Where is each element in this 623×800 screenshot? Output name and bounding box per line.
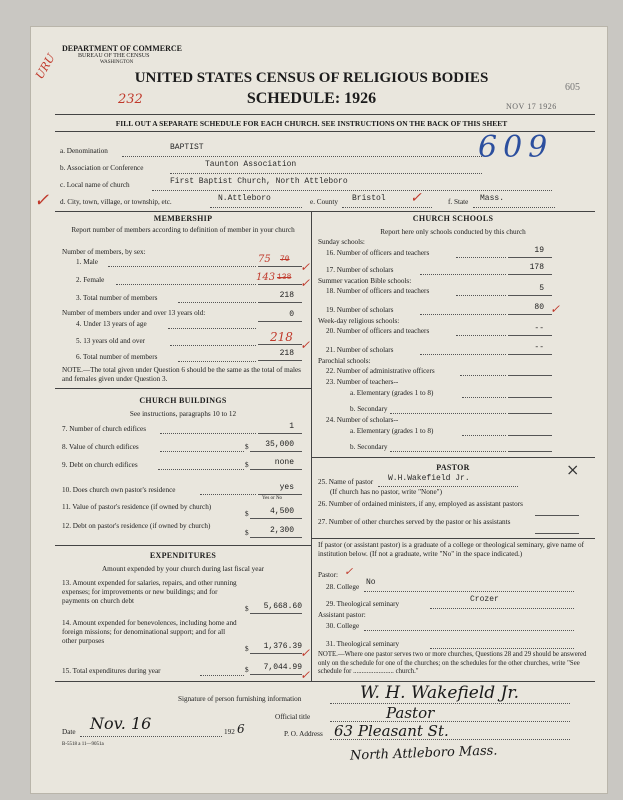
county-label: e. County	[310, 198, 338, 206]
q22-label: 22. Number of administrative officers	[326, 367, 435, 375]
year-prefix: 192	[224, 728, 235, 736]
q21-label: 21. Number of scholars	[326, 346, 394, 354]
q25-note: (If church has no pastor, write "None")	[330, 488, 442, 496]
city-name: WASHINGTON	[100, 60, 134, 65]
pastor-title: PASTOR	[436, 463, 470, 472]
yes-no-hint: Yes or No	[262, 496, 283, 501]
official-title-value: Pastor	[386, 704, 435, 722]
local-name-value: First Baptist Church, North Attleboro	[170, 177, 348, 186]
q11-dollar: $	[245, 510, 249, 518]
date-label: Date	[62, 728, 76, 736]
q24a-label: a. Elementary (grades 1 to 8)	[350, 427, 434, 435]
q30-label: 30. College	[326, 622, 360, 630]
membership-intro: Report number of members according to definition of member in your church	[71, 226, 295, 234]
form-title: UNITED STATES CENSUS OF RELIGIOUS BODIES	[134, 70, 489, 86]
schools-intro: Report here only schools conducted by this church	[380, 228, 526, 236]
q15-value: 7,044.99	[263, 663, 302, 672]
q20-value: --	[534, 324, 544, 333]
q13-value: 5,668.60	[263, 602, 302, 611]
blue-number: 609	[478, 130, 554, 165]
q11-value: 4,500	[269, 507, 294, 516]
q12-label: 12. Debt on pastor's residence (if owned by church)	[62, 522, 211, 530]
q6-label: 6. Total number of members	[76, 353, 158, 361]
q15-dollar: $	[245, 666, 249, 674]
q16-label: 16. Number of officers and teachers	[326, 249, 430, 257]
weekday-label: Week-day religious schools:	[318, 317, 400, 325]
parochial-label: Parochial schools:	[318, 357, 371, 365]
q13-dollar: $	[245, 605, 249, 613]
signature-label: Signature of person furnishing information	[178, 695, 302, 703]
q9-value: none	[274, 458, 294, 467]
q23b-label: b. Secondary	[350, 405, 388, 413]
q2-crossed: 138	[277, 273, 292, 282]
sunday-label: Sunday schools:	[318, 238, 365, 246]
red-tick-county: ✓	[410, 190, 422, 206]
dept-name: DEPARTMENT OF COMMERCE	[62, 44, 183, 53]
q4-label: 4. Under 13 years of age	[76, 320, 147, 328]
q27-label: 27. Number of other churches served by the pastor or his assistants	[318, 518, 511, 526]
q14-dollar: $	[245, 645, 249, 653]
red-tick-q19: ✓	[550, 302, 561, 316]
q3-value: 218	[279, 291, 294, 300]
instructions: FILL OUT A SEPARATE SCHEDULE FOR EACH CHURCH. SEE INSTRUCTIONS ON THE BACK OF THIS SHEET	[115, 119, 508, 128]
q12-dollar: $	[245, 529, 249, 537]
q13-label: 13. Amount expended for salaries, repairs, and other running expenses; for improvements or new buildings; and for payments on church debt	[62, 579, 237, 605]
signature-value: W. H. Wakefield Jr.	[360, 683, 520, 703]
q1-value: 75	[258, 254, 271, 265]
red-tick-q5: ✓	[300, 338, 311, 352]
red-tick-q2: ✓	[300, 276, 311, 290]
q16-value: 19	[534, 246, 544, 255]
form-number: B-5518 a 11—9051a	[62, 742, 104, 747]
membership-note: NOTE.—The total given under Question 6 should be the same as the total of males and females given under Question 3.	[62, 366, 301, 383]
association-label: b. Association or Conference	[60, 164, 144, 172]
q7-label: 7. Number of church edifices	[62, 425, 147, 433]
members-by-sex-label: Number of members, by sex:	[62, 248, 146, 256]
expenditures-title: EXPENDITURES	[149, 551, 217, 560]
graduate-note: If pastor (or assistant pastor) is a graduate of a college or theological seminary, give name of institution below. (If not a graduate, write "No" in the space indicated.)	[318, 541, 584, 558]
q8-label: 8. Value of church edifices	[62, 443, 139, 451]
q25-label: 25. Name of pastor	[318, 478, 374, 486]
margin-note: URU	[33, 51, 58, 82]
denomination-value: BAPTIST	[170, 143, 204, 152]
q19-value: 80	[534, 303, 544, 312]
membership-title: MEMBERSHIP	[153, 214, 213, 223]
q15-label: 15. Total expenditures during year	[62, 667, 161, 675]
q2-value: 143	[256, 272, 276, 283]
q1-crossed: 70	[280, 255, 290, 264]
q17-value: 178	[529, 263, 544, 272]
q5-value: 218	[270, 330, 293, 344]
schools-title: CHURCH SCHOOLS	[412, 214, 494, 223]
q3-label: 3. Total number of members	[76, 294, 158, 302]
q10-label: 10. Does church own pastor's residence	[62, 486, 176, 494]
q14-value: 1,376.39	[263, 642, 302, 651]
red-tick-q14: ✓	[300, 646, 311, 660]
q18-value: 5	[539, 284, 544, 293]
q20-label: 20. Number of officers and teachers	[326, 327, 430, 335]
denomination-label: a. Denomination	[60, 147, 108, 155]
buildings-intro: See instructions, paragraphs 10 to 12	[129, 410, 237, 418]
state-label: f. State	[448, 198, 469, 206]
q8-dollar: $	[245, 443, 249, 451]
q7-value: 1	[289, 422, 294, 431]
assistant-sub-label: Assistant pastor:	[318, 611, 366, 619]
q31-label: 31. Theological seminary	[326, 640, 400, 648]
red-tick-q15: ✓	[300, 668, 311, 682]
q19-label: 19. Number of scholars	[326, 306, 394, 314]
buildings-title: CHURCH BUILDINGS	[139, 396, 227, 405]
city-value: N.Attleboro	[218, 194, 271, 203]
association-value: Taunton Association	[205, 160, 297, 169]
q25-value: W.H.Wakefield Jr.	[388, 474, 470, 483]
q28-label: 28. College	[326, 583, 360, 591]
expenditures-intro: Amount expended by your church during last fiscal year	[101, 565, 265, 573]
q12-value: 2,300	[269, 526, 294, 535]
q5-label: 5. 13 years old and over	[76, 337, 146, 345]
red-tick-pastor: ✓	[344, 565, 354, 578]
address-line1: 63 Pleasant St.	[334, 722, 449, 740]
address-label: P. O. Address	[284, 730, 323, 738]
q9-dollar: $	[245, 461, 249, 469]
q23a-label: a. Elementary (grades 1 to 8)	[350, 389, 434, 397]
q11-label: 11. Value of pastor's residence (if owned by church)	[62, 503, 212, 511]
pastor-sub-label: Pastor:	[318, 571, 338, 579]
q6-value: 218	[279, 349, 294, 358]
local-name-label: c. Local name of church	[60, 181, 130, 189]
state-value: Mass.	[480, 194, 505, 203]
q26-label: 26. Number of ordained ministers, if any, employed as assistant pastors	[318, 500, 523, 508]
q28-value: No	[366, 578, 376, 587]
received-stamp: NOV 17 1926	[506, 102, 557, 111]
q23-label: 23. Number of teachers--	[326, 378, 399, 386]
age-intro: Number of members under and over 13 years old:	[62, 309, 206, 317]
schedule-title: SCHEDULE: 1926	[246, 90, 377, 107]
official-title-label: Official title	[275, 713, 311, 721]
address-line2: North Attleboro Mass.	[349, 743, 498, 764]
bureau-name: BUREAU OF THE CENSUS	[78, 53, 150, 59]
q21-value: --	[534, 343, 544, 352]
q1-label: 1. Male	[76, 258, 98, 266]
date-value: Nov. 16	[90, 714, 152, 733]
vacation-label: Summer vacation Bible schools:	[318, 277, 412, 285]
q18-label: 18. Number of officers and teachers	[326, 287, 430, 295]
q17-label: 17. Number of scholars	[326, 266, 394, 274]
q29-value: Crozer	[470, 595, 499, 604]
q24-label: 24. Number of scholars--	[326, 416, 399, 424]
red-tick-q1: ✓	[300, 260, 311, 274]
q14-label: 14. Amount expended for benevolences, including home and foreign missions; for denominational support; and for all other purposes	[62, 619, 237, 645]
pastor-note: NOTE.—Where one pastor serves two or more churches, Questions 28 and 29 should be answered only on the schedule for one of the churches; on the schedules for the other churches, write "See schedule for ........................ church."	[318, 651, 587, 675]
city-label: d. City, town, village, or township, etc.	[60, 198, 172, 206]
stamp-number: 605	[565, 82, 580, 93]
year-digit: 6	[237, 722, 245, 736]
q24b-label: b. Secondary	[350, 443, 388, 451]
q29-label: 29. Theological seminary	[326, 600, 400, 608]
q10-value: yes	[279, 483, 294, 492]
q2-label: 2. Female	[76, 276, 105, 284]
q9-label: 9. Debt on church edifices	[62, 461, 138, 469]
q4-value: 0	[289, 310, 294, 319]
q8-value: 35,000	[265, 440, 294, 449]
red-checkmark: ✓	[34, 190, 50, 211]
pencil-x-mark: ×	[566, 460, 580, 479]
red-number: 232	[118, 92, 143, 107]
county-value: Bristol	[352, 194, 386, 203]
